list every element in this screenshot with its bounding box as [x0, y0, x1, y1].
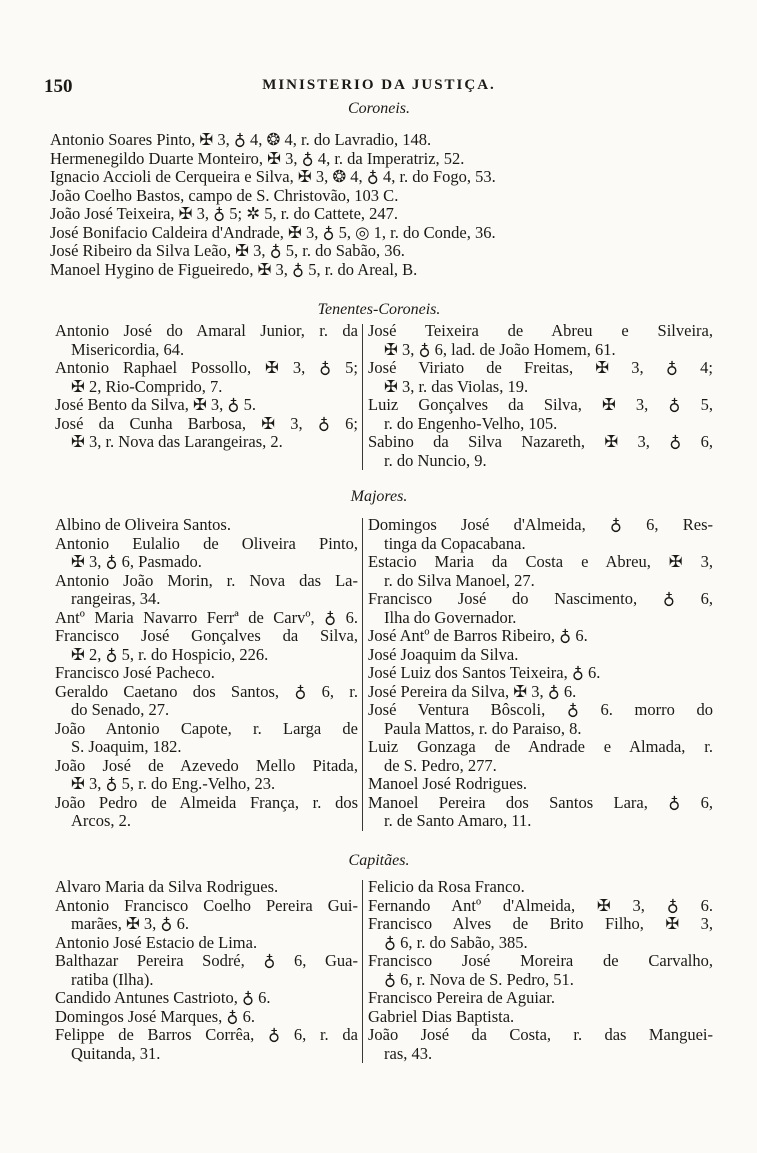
entry-line: Felicio da Rosa Franco. — [368, 878, 525, 896]
entry-line: Francisco José Moreira de Carvalho, — [368, 952, 713, 970]
entry-line: José Bento da Silva, ✠ 3, ♁ 5. — [55, 396, 256, 414]
entry-line: José Ribeiro da Silva Leão, ✠ 3, ♁ 5, r. do Sabão, 36. — [50, 241, 405, 260]
coroneis-list — [50, 131, 700, 279]
entry-line: Gabriel Dias Baptista. — [368, 1007, 515, 1026]
entry-line: do Senado, 27. — [71, 701, 170, 719]
entry-line: ✠ 2, Rio-Comprido, 7. — [71, 377, 223, 396]
entry-line: José Pereira da Silva, ✠ 3, ♁ 6. — [368, 682, 577, 701]
entry-line: tinga da Copacabana. — [384, 534, 526, 553]
entry-line: Ignacio Accioli de Cerqueira e Silva, ✠ 3, ❂ 4, ♁ 4, r. do Fogo, 53. — [50, 167, 496, 186]
entry-line: Francisco Pereira de Aguiar. — [368, 989, 555, 1007]
entry-line: Misericordia, 64. — [71, 340, 185, 359]
entry-line: João Pedro de Almeida França, r. dos — [55, 793, 358, 812]
right-column — [368, 322, 713, 470]
left-column — [55, 516, 358, 831]
entry-line: José Bonifacio Caldeira d'Andrade, ✠ 3, ♁ 5, ◎ 1, r. do Conde, 36. — [50, 222, 496, 242]
section-title-capitaes: Capitães. — [348, 852, 410, 869]
entry-line: Antº Maria Navarro Ferrª de Carvº, ♁ 6. — [55, 608, 358, 627]
entry-line: José Antº de Barros Ribeiro, ♁ 6. — [368, 627, 588, 645]
entry-line: Paula Mattos, r. do Paraiso, 8. — [384, 719, 582, 738]
entry-line: João Coelho Bastos, campo de S. Christovão, 103 C. — [50, 185, 399, 205]
section-title-tenentes-coroneis: Tenentes-Coroneis. — [317, 301, 441, 318]
entry-line: Francisco José Pacheco. — [55, 664, 215, 682]
page-number: 150 — [44, 76, 73, 97]
entry-line: Luiz Gonçalves da Silva, ✠ 3, ♁ 5, — [368, 396, 713, 414]
entry-line: Manoel José Rodrigues. — [368, 775, 528, 793]
entry-line: ✠ 3, ♁ 5, r. do Eng.-Velho, 23. — [71, 775, 276, 793]
entry-line: Sabino da Silva Nazareth, ✠ 3, ♁ 6, — [368, 433, 713, 451]
entry-line: João José de Azevedo Mello Pitada, — [55, 756, 358, 775]
entry-line: José da Cunha Barbosa, ✠ 3, ♁ 6; — [55, 414, 358, 433]
left-column — [55, 878, 358, 1063]
entry-line: Ilha do Governador. — [384, 608, 517, 627]
entry-line: Domingos José d'Almeida, ♁ 6, Res- — [368, 516, 713, 534]
entry-line: Antonio Raphael Possollo, ✠ 3, ♁ 5; — [55, 359, 358, 377]
entry-line: Antonio João Morin, r. Nova das La- — [55, 571, 358, 590]
entry-line: Candido Antunes Castrioto, ♁ 6. — [55, 989, 271, 1007]
entry-line: Manoel Pereira dos Santos Lara, ♁ 6, — [368, 793, 713, 812]
entry-line: João José da Costa, r. das Manguei- — [368, 1026, 713, 1044]
entry-line: rangeiras, 34. — [71, 590, 161, 608]
column-divider — [362, 518, 363, 831]
entry-line: Estacio Maria da Costa e Abreu, ✠ 3, — [368, 553, 713, 571]
left-column — [55, 322, 358, 452]
column-divider — [362, 324, 363, 470]
entry-line: r. do Silva Manoel, 27. — [384, 571, 535, 590]
page-header — [44, 76, 714, 100]
entry-line: João José Teixeira, ✠ 3, ♁ 5; ✲ 5, r. do Cattete, 247. — [50, 204, 399, 223]
entry-line: Antonio José Estacio de Lima. — [55, 933, 258, 952]
entry-line: Antonio Eulalio de Oliveira Pinto, — [55, 534, 358, 553]
entry-line: ✠ 3, ♁ 6, Pasmado. — [71, 553, 202, 571]
entry-line: Quitanda, 31. — [71, 1044, 161, 1063]
column-divider — [362, 880, 363, 1063]
entry-line: S. Joaquim, 182. — [71, 738, 182, 756]
entry-line: r. do Engenho-Velho, 105. — [384, 414, 558, 433]
running-title: MINISTERIO DA JUSTIÇA. — [262, 77, 496, 93]
entry-line: Geraldo Caetano dos Santos, ♁ 6, r. — [55, 682, 358, 701]
entry-line: ✠ 2, ♁ 5, r. do Hospicio, 226. — [71, 645, 269, 664]
entry-line: Felippe de Barros Corrêa, ♁ 6, r. da — [55, 1026, 358, 1044]
right-column — [368, 516, 713, 831]
entry-line: João Antonio Capote, r. Larga de — [55, 719, 358, 738]
entry-line: ♁ 6, r. do Sabão, 385. — [384, 933, 528, 952]
capitaes-columns — [55, 878, 715, 1063]
entry-line: ras, 43. — [384, 1044, 433, 1063]
entry-line: ✠ 3, ♁ 6, lad. de João Homem, 61. — [384, 340, 616, 359]
entry-line: Albino de Oliveira Santos. — [55, 516, 231, 534]
entry-line: José Luiz dos Santos Teixeira, ♁ 6. — [368, 664, 601, 682]
entry-line: Antonio Soares Pinto, ✠ 3, ♁ 4, ❂ 4, r. do Lavradio, 148. — [50, 130, 432, 149]
entry-line: Antonio Francisco Coelho Pereira Gui- — [55, 896, 358, 915]
entry-line: José Ventura Bôscoli, ♁ 6. morro do — [368, 701, 713, 719]
entry-line: r. do Nuncio, 9. — [384, 451, 487, 470]
right-column — [368, 878, 713, 1063]
entry-line: Francisco José Gonçalves da Silva, — [55, 627, 358, 645]
entry-line: de S. Pedro, 277. — [384, 756, 497, 775]
entry-line: Alvaro Maria da Silva Rodrigues. — [55, 878, 279, 896]
entry-line: ♁ 6, r. Nova de S. Pedro, 51. — [384, 970, 574, 989]
entry-line: José Teixeira de Abreu e Silveira, — [368, 322, 713, 340]
entry-line: Luiz Gonzaga de Andrade e Almada, r. — [368, 738, 713, 756]
entry-line: Hermenegildo Duarte Monteiro, ✠ 3, ♁ 4, r. da Imperatriz, 52. — [50, 148, 465, 168]
entry-line: r. de Santo Amaro, 11. — [384, 812, 532, 830]
entry-line: Francisco Alves de Brito Filho, ✠ 3, — [368, 915, 713, 933]
majores-columns — [55, 516, 715, 831]
entry-line: Francisco José do Nascimento, ♁ 6, — [368, 590, 713, 608]
entry-line: Domingos José Marques, ♁ 6. — [55, 1007, 255, 1026]
entry-line: ratiba (Ilha). — [71, 970, 154, 989]
section-title-majores: Majores. — [350, 488, 408, 505]
entry-line: Manoel Hygino de Figueiredo, ✠ 3, ♁ 5, r. do Areal, B. — [50, 259, 418, 279]
entry-line: marães, ✠ 3, ♁ 6. — [71, 915, 189, 933]
entry-line: Antonio José do Amaral Junior, r. da — [55, 322, 358, 340]
entry-line: ✠ 3, r. Nova das Larangeiras, 2. — [71, 433, 283, 451]
entry-line: José Viriato de Freitas, ✠ 3, ♁ 4; — [368, 359, 713, 377]
entry-line: Arcos, 2. — [71, 812, 132, 830]
entry-line: ✠ 3, r. das Violas, 19. — [384, 377, 529, 396]
entry-line: José Joaquim da Silva. — [368, 645, 519, 664]
section-title-coroneis: Coroneis. — [347, 100, 411, 117]
tenentes-coroneis-columns — [55, 322, 715, 470]
entry-line: Balthazar Pereira Sodré, ♁ 6, Gua- — [55, 952, 358, 970]
entry-line: Fernando Antº d'Almeida, ✠ 3, ♁ 6. — [368, 896, 713, 915]
